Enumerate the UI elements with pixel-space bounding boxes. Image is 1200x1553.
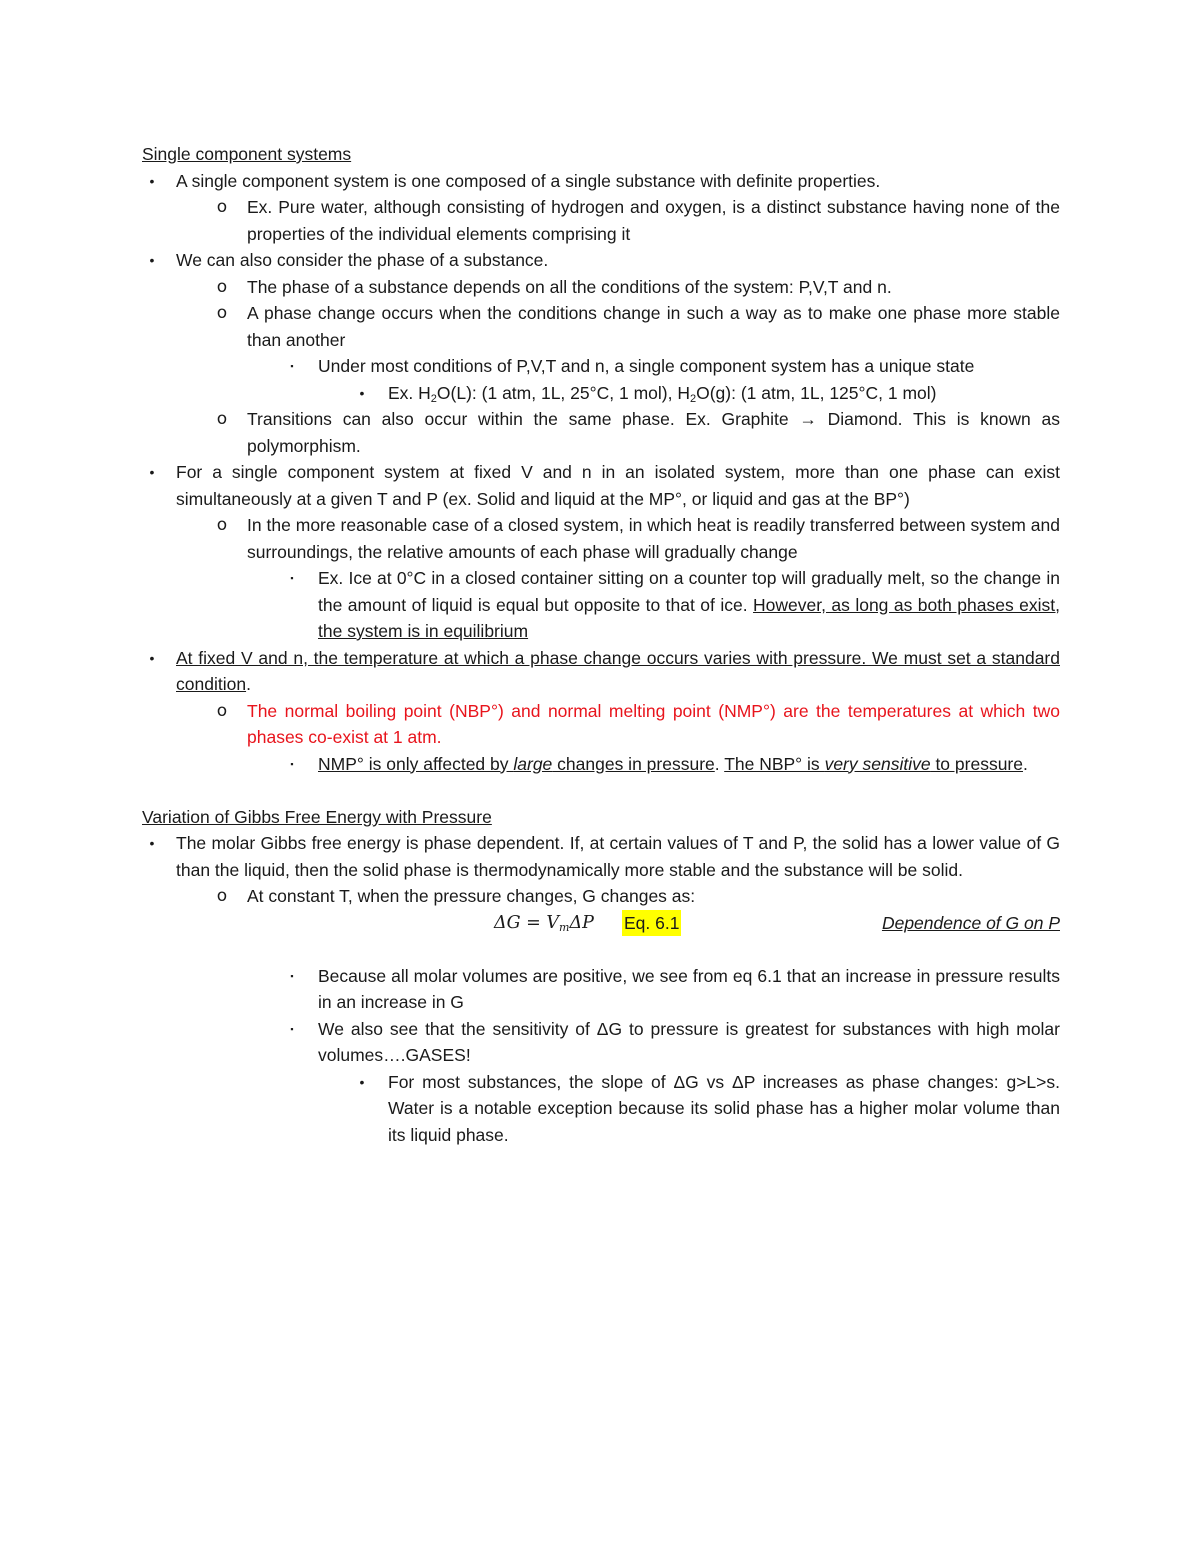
list-item-text: In the more reasonable case of a closed system, in which heat is readily transferred between system and surroundings, the relative amounts of each phase will gradually change — [247, 515, 1060, 562]
square-bullet-icon: ▪ — [290, 361, 294, 371]
list-item — [142, 274, 1060, 301]
list-item-text: Transitions can also occur within the same phase. Ex. Graphite → Diamond. This is known as polymorphism. — [247, 409, 1060, 456]
list-item — [142, 194, 1060, 247]
list-item — [142, 830, 1060, 883]
bullet-icon: • — [149, 649, 155, 666]
circle-bullet-icon: o — [216, 276, 228, 297]
list-item — [142, 247, 1060, 274]
paragraph-spacer — [142, 777, 1060, 804]
list-item — [142, 883, 1060, 910]
circle-bullet-icon: o — [216, 886, 228, 906]
list-item — [142, 353, 1060, 380]
bullet-icon: • — [149, 835, 155, 851]
list-item — [142, 1016, 1060, 1069]
document-body — [142, 141, 1060, 1148]
list-item-text: NMP° is only affected by large changes in pressure. The NBP° is very sensitive to pressure. — [318, 753, 1028, 774]
list-item-text: Ex. Pure water, although consisting of hydrogen and oxygen, is a distinct substance having none of the properties of the individual elements comprising it — [247, 197, 1060, 244]
list-item — [142, 512, 1060, 565]
square-bullet-icon: ▪ — [290, 1023, 294, 1034]
list-item — [142, 751, 1060, 778]
bullet-icon: • — [359, 1073, 365, 1090]
list-item — [142, 380, 1060, 407]
list-item-text: At fixed V and n, the temperature at which a phase change occurs varies with pressure. We must set a standard condition. — [176, 647, 1060, 694]
list-item — [142, 645, 1060, 698]
list-item — [142, 168, 1060, 195]
bullet-icon: • — [149, 252, 155, 268]
paragraph-spacer — [142, 936, 1060, 963]
bullet-icon: • — [149, 172, 155, 189]
equation: $\Delta G = V_m\Delta P$ — [494, 912, 594, 934]
list-item-text: Because all molar volumes are positive, we see from eq 6.1 that an increase in pressure results in an increase in G — [318, 965, 1060, 1012]
bullet-icon: • — [149, 464, 155, 480]
list-item — [142, 698, 1060, 751]
list-item — [142, 963, 1060, 1016]
circle-bullet-icon: o — [216, 303, 228, 323]
list-item-text: The phase of a substance depends on all the conditions of the system: P,V,T and n. — [247, 276, 892, 297]
list-item-text: We also see that the sensitivity of ΔG to pressure is greatest for substances with high molar volumes….GASES! — [318, 1018, 1060, 1065]
list-item-text: For most substances, the slope of ΔG vs ΔP increases as phase changes: g>L>s. Water is a notable exception because its solid phase has a higher molar volume than its liquid phase. — [388, 1071, 1060, 1145]
list-item-text: A single component system is one composed of a single substance with definite properties. — [176, 170, 881, 191]
section-heading-gibbs-pressure: Variation of Gibbs Free Energy with Pressure — [142, 806, 492, 827]
list-item-text: At constant T, when the pressure changes, G changes as: — [247, 886, 696, 906]
list-item-text: Ex. $H_2O(L)$: (1 atm, 1L, 25°C, 1 mol), $H_2O(g)$: (1 atm, 1L, 125°C, 1 mol) — [388, 382, 937, 405]
list-item-text: The molar Gibbs free energy is phase dependent. If, at certain values of T and P, the solid has a lower value of G than the liquid, then the solid phase is thermodynamically more stable and the substance will be solid. — [176, 833, 1060, 880]
list-item-text: Under most conditions of P,V,T and n, a single component system has a unique state — [318, 356, 975, 376]
section-heading-single-component: Single component systems — [142, 144, 352, 164]
list-item — [142, 459, 1060, 512]
list-item-text: A phase change occurs when the conditions change in such a way as to make one phase more stable than another — [247, 303, 1060, 350]
list-item — [142, 300, 1060, 353]
equation-line — [142, 910, 1060, 937]
list-item — [142, 1069, 1060, 1149]
list-item — [142, 406, 1060, 459]
list-item-text: For a single component system at fixed V and n in an isolated system, more than one phase can exist simultaneously at a given T and P (ex. Solid and liquid at the MP°, or liquid and gas at the BP°) — [176, 462, 1060, 509]
circle-bullet-icon: o — [216, 197, 228, 217]
circle-bullet-icon: o — [216, 515, 228, 535]
bullet-icon: • — [359, 384, 365, 401]
circle-bullet-icon: o — [216, 700, 228, 721]
square-bullet-icon: ▪ — [290, 970, 294, 981]
list-item-text: We can also consider the phase of a substance. — [176, 250, 549, 270]
square-bullet-icon: ▪ — [290, 758, 294, 769]
square-bullet-icon: ▪ — [290, 573, 294, 583]
circle-bullet-icon: o — [216, 409, 228, 429]
list-item-text: Ex. Ice at 0°C in a closed container sitting on a counter top will gradually melt, so the change in the amount of liquid is equal but opposite to that of ice. However, as long as both phases exist, the system is in equilibrium — [318, 568, 1060, 641]
list-item — [142, 565, 1060, 645]
list-item-text: The normal boiling point (NBP°) and normal melting point (NMP°) are the temperatures at which two phases co-exist at 1 atm. — [247, 700, 1060, 747]
equation-label: Eq. 6.1 — [622, 910, 681, 937]
equation-description: Dependence of G on P — [881, 912, 1060, 933]
